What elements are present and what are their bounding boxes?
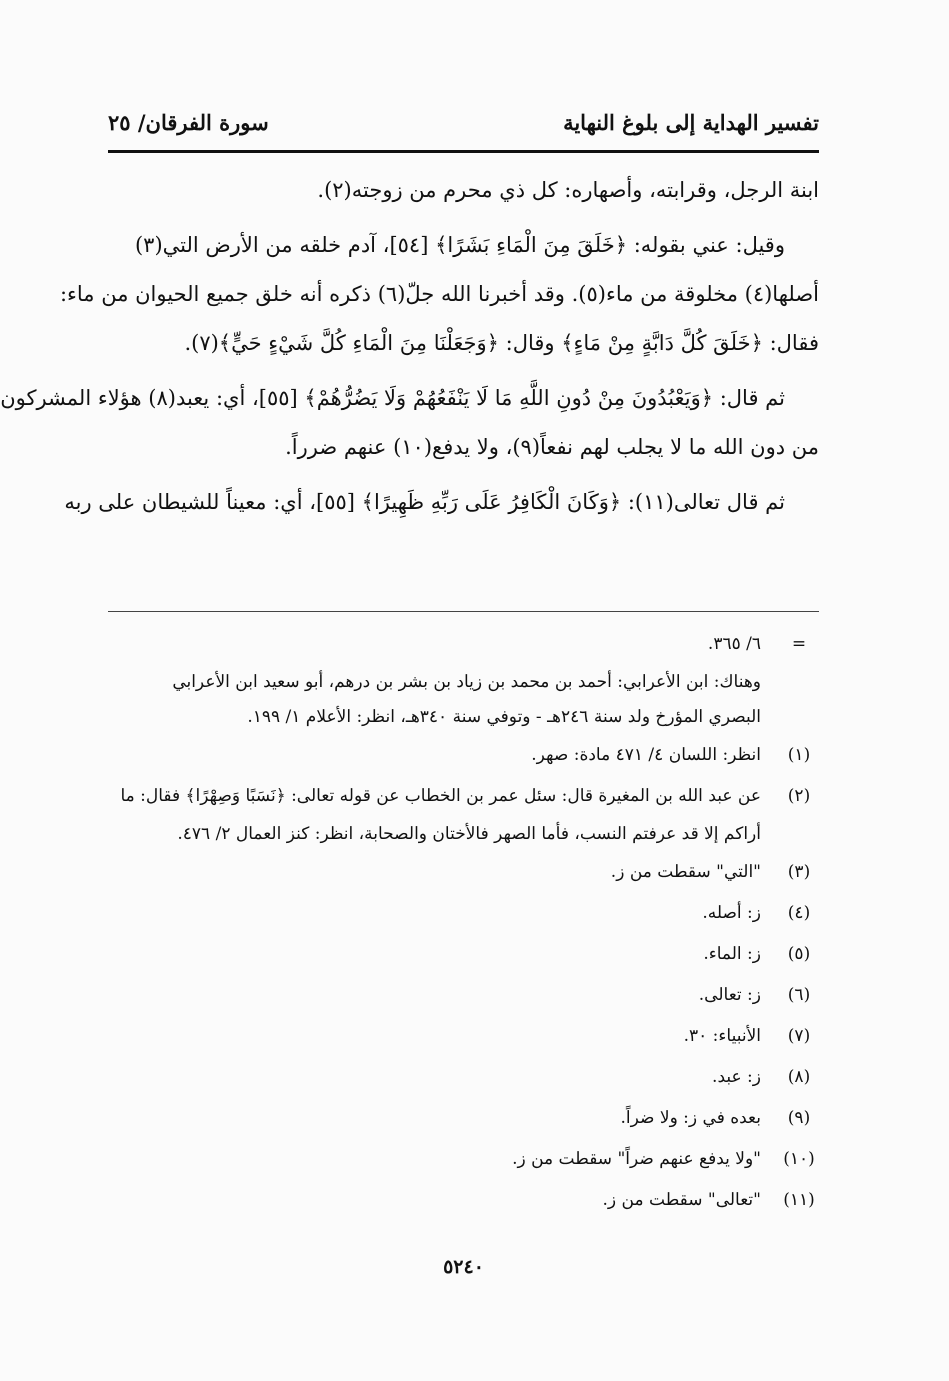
main-text bbox=[0, 166, 819, 527]
footnote-text: "ولا يدفع عنهم ضراً" سقطت من ز. bbox=[512, 1149, 761, 1169]
book-title: تفسير الهداية إلى بلوغ النهاية bbox=[563, 110, 819, 135]
footnote-row bbox=[108, 665, 819, 700]
page-header bbox=[108, 110, 819, 153]
page-number: ٥٢٤٠ bbox=[443, 1256, 484, 1278]
footnote-text: عن عبد الله بن المغيرة قال: سئل عمر بن الخطاب عن قوله تعالى: ﴿نَسَبًا وَصِهْرًا﴾ فقال: ما bbox=[120, 786, 761, 806]
footnote-number: = bbox=[791, 634, 807, 654]
footnote-row bbox=[108, 624, 819, 665]
footnote-text: وهناك: ابن الأعرابي: أحمد بن محمد بن زياد بن بشر بن درهم، أبو سعيد ابن الأعرابي bbox=[172, 672, 761, 692]
footnotes bbox=[108, 624, 819, 1221]
footnote-row bbox=[108, 1139, 819, 1180]
footnote-text: الأنبياء: ٣٠. bbox=[683, 1026, 761, 1046]
footnote-number: (٢) bbox=[787, 786, 811, 806]
text-line: أصلها(٤) مخلوقة من ماء(٥). وقد أخبرنا الله جلّ(٦) ذكره أنه خلق جميع الحيوان من ماء: bbox=[59, 282, 819, 306]
footnote-text: البصري المؤرخ ولد سنة ٢٤٦هـ - وتوفي سنة ٣٤٠هـ، انظر: الأعلام ١/ ١٩٩. bbox=[247, 707, 761, 727]
footnote-row bbox=[108, 776, 819, 817]
footnote-text: أراكم إلا قد عرفتم النسب، فأما الصهر فالأختان والصحابة، انظر: كنز العمال ٢/ ٤٧٦. bbox=[177, 824, 761, 844]
footnote-row bbox=[108, 700, 819, 735]
text-line: وقيل: عني بقوله: ﴿خَلَقَ مِنَ الْمَاءِ بَشَرًا﴾ [٥٤]، آدم خلقه من الأرض التي(٣) bbox=[134, 233, 785, 257]
footnote-text: ز: أصله. bbox=[702, 903, 761, 923]
footnote-number: (٩) bbox=[787, 1108, 811, 1128]
footnote-number: (١١) bbox=[783, 1190, 815, 1210]
footnote-row bbox=[108, 1098, 819, 1139]
footnote-text: "تعالى" سقطت من ز. bbox=[602, 1190, 761, 1210]
footnote-row bbox=[108, 1057, 819, 1098]
footnote-number: (١) bbox=[787, 745, 811, 765]
footnote-text: انظر: اللسان ٤/ ٤٧١ مادة: صهر. bbox=[531, 745, 761, 765]
footnote-text: ز: الماء. bbox=[703, 944, 761, 964]
footnote-row bbox=[108, 735, 819, 776]
footnote-row bbox=[108, 975, 819, 1016]
surah-title: سورة الفرقان/ ٢٥ bbox=[108, 110, 269, 135]
footnote-number: (٤) bbox=[787, 903, 811, 923]
footnote-text: ٦/ ٣٦٥. bbox=[707, 634, 761, 654]
footnote-number: (١٠) bbox=[783, 1149, 815, 1169]
footnote-number: (٨) bbox=[787, 1067, 811, 1087]
footnote-row bbox=[108, 852, 819, 893]
footnote-row bbox=[108, 934, 819, 975]
footnote-text: ز: عبد. bbox=[712, 1067, 761, 1087]
text-line: ثم قال تعالى(١١): ﴿وَكَانَ الْكَافِرُ عَلَى رَبِّهِ ظَهِيرًا﴾ [٥٥]، أي: معيناً للشيطان على ربه bbox=[64, 490, 785, 514]
footnote-number: (٥) bbox=[787, 944, 811, 964]
footnote-text: "التي" سقطت من ز. bbox=[610, 862, 761, 882]
footnote-number: (٦) bbox=[787, 985, 811, 1005]
footnote-text: بعده في ز: ولا ضراً. bbox=[620, 1108, 761, 1128]
footnote-number: (٧) bbox=[787, 1026, 811, 1046]
footnote-number: (٣) bbox=[787, 862, 811, 882]
footnote-divider bbox=[108, 611, 819, 612]
footnote-row bbox=[108, 1180, 819, 1221]
footnote-row bbox=[108, 1016, 819, 1057]
text-line: من دون الله ما لا يجلب لهم نفعاً(٩)، ولا يدفع(١٠) عنهم ضرراً. bbox=[285, 435, 819, 459]
footnote-text: ز: تعالى. bbox=[698, 985, 761, 1005]
footnote-row bbox=[108, 893, 819, 934]
text-line: ابنة الرجل، وقرابته، وأصهاره: كل ذي محرم من زوجته(٢). bbox=[317, 178, 819, 202]
text-line: فقال: ﴿خَلَقَ كُلَّ دَابَّةٍ مِنْ مَاءٍ﴾ وقال: ﴿وَجَعَلْنَا مِنَ الْمَاءِ كُلَّ شَيْءٍ حَيٍّ﴾(٧). bbox=[184, 331, 819, 355]
text-line: ثم قال: ﴿وَيَعْبُدُونَ مِنْ دُونِ اللَّهِ مَا لَا يَنْفَعُهُمْ وَلَا يَضُرُّهُمْ﴾ [٥٥]، أي: يعبد(٨) هؤلاء المشركون bbox=[0, 386, 785, 410]
footnote-row bbox=[108, 817, 819, 852]
